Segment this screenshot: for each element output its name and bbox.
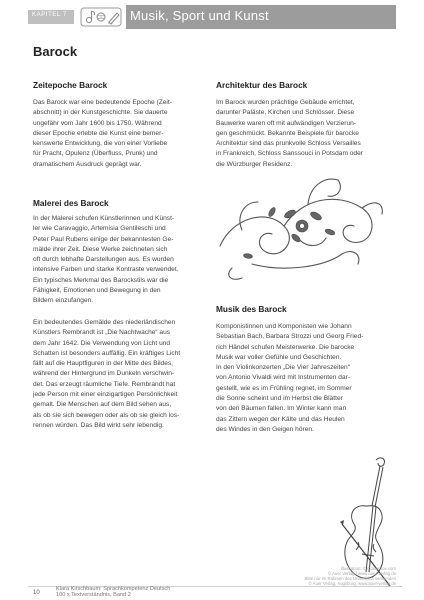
text-line: Musik war voller Gefühle und Geschichten.	[216, 353, 342, 361]
text-line: Das Barock war eine bedeutende Epoche (Zeit-	[33, 99, 172, 106]
text-line: während der Hintergrund im Dunkeln verschwin-	[33, 370, 175, 378]
text-line: Bauwerke waren oft mit aufwändigen Verzierun-	[216, 119, 357, 127]
text-line: Fähigkeit, Emotionen und Bewegung in den	[33, 287, 161, 295]
section-heading-musik: Musik des Barock	[216, 304, 287, 314]
chapter-label: KAPITEL 7	[32, 12, 67, 18]
text-line: Ein typisches Merkmal des Barockstils war die	[33, 276, 169, 284]
text-line: für Pracht, Opulenz (Überfluss, Prunk) und	[33, 150, 158, 158]
text-line: gemalt. Die Menschen auf dem Bild sehen aus,	[33, 401, 172, 409]
footer-book-title: 100 x Textverständnis, Band 2	[56, 592, 131, 598]
text-line: rich Händel schufen Meisterwerke. Die barocke	[216, 343, 355, 351]
text-line: In den Violinkonzerten „Die Vier Jahreszeiten“	[216, 364, 350, 372]
text-line: intensive Farben und starke Kontraste verwendet.	[33, 266, 179, 274]
paragraph-zeitepoche	[33, 98, 172, 170]
footer-credit-line: Illustration: © Colourbox.com	[340, 566, 396, 571]
text-line: Im Barock wurden prächtige Gebäude errichtet,	[216, 99, 355, 106]
header-title: Musik, Sport und Kunst	[130, 8, 269, 23]
text-line: gestellt, wie es im Frühling regnet, im Sommer	[216, 384, 352, 392]
text-line: dramatischem Ausdruck geprägt war.	[33, 160, 142, 168]
section-heading-architektur: Architektur des Barock	[216, 80, 308, 90]
text-line: kenswerte Entwicklung, die von einer Vorliebe	[33, 140, 168, 148]
text-line: ungefähr vom Jahr 1600 bis 1750. Während	[33, 119, 162, 127]
page-number: 10	[33, 590, 40, 596]
text-line: von den Bäumen fallen. Im Winter kann man	[216, 405, 347, 413]
musik-sport-kunst-icon	[80, 6, 122, 28]
text-line: dieser Epoche erlebte die Kunst eine bemer-	[33, 129, 164, 137]
text-line: mälde ihrer Zeit. Diese Werke zeichneten sich	[33, 245, 168, 253]
text-line: ler wie Caravaggio, Artemisia Gentileschi und	[33, 225, 166, 233]
text-line: die Sonne scheint und im Herbst die Blätter	[216, 395, 343, 403]
text-line: das Zittern wegen der Kälte und das Heulen	[216, 415, 345, 423]
text-line: die Würzburger Residenz.	[216, 160, 293, 168]
paragraph-nachtwache	[33, 318, 180, 431]
text-line: von Antonio Vivaldi wird mit Instrumenten dar-	[216, 374, 351, 382]
footer-credit-line: © Auer Verlag, Augsburg, www.auer-verlag.de	[308, 581, 396, 586]
text-line: rennen würden. Das Bild wirkt sehr lebendig.	[33, 421, 164, 429]
text-line: in Frankreich, Schloss Sanssouci in Potsdam oder	[216, 150, 363, 158]
footer-credit-line: © Auer Verlag / www.auer-verlag.de	[327, 571, 396, 576]
paragraph-architektur	[216, 98, 363, 170]
text-line: Komponistinnen und Komponisten wie Johann	[216, 323, 352, 330]
text-line: abschnitt) in der Kunstgeschichte. Sie dauerte	[33, 109, 168, 117]
text-line: Bildern einzufangen.	[33, 297, 94, 305]
text-line: als ob sie sich bewegen oder als ob sie gleich los-	[33, 411, 180, 419]
text-line: In der Malerei schufen Künstlerinnen und Künst-	[33, 215, 175, 222]
paragraph-musik	[216, 322, 363, 435]
text-line: Ein bedeutendes Gemälde des niederländischen	[33, 319, 176, 326]
text-line: Sebastian Bach, Barbara Strozzi und Georg Fried-	[216, 333, 364, 341]
text-line: darunter Paläste, Kirchen und Schlösser. Diese	[216, 109, 355, 117]
page-title: Barock	[33, 44, 78, 59]
section-heading-zeitepoche: Zeitepoche Barock	[33, 80, 108, 90]
text-line: gen geschmückt. Bekannte Beispiele für barocke	[216, 129, 359, 137]
text-line: des Windes in den Geigen hören.	[216, 425, 314, 433]
text-line: oft durch lebhafte Darstellungen aus. Es wurden	[33, 256, 174, 264]
footer-author-line: Klara Kirschbaum: Sprachkompetenz Deutsch	[56, 586, 171, 592]
paragraph-malerei	[33, 214, 179, 307]
text-line: Künstlers Rembrandt ist „Die Nachtwache“ aus	[33, 329, 171, 337]
text-line: fällt auf die Hauptfiguren in der Mitte des Bildes,	[33, 360, 174, 368]
page-header	[0, 0, 424, 32]
text-line: dem Jahr 1642. Die Verwendung von Licht und	[33, 339, 171, 347]
text-line: Peter Paul Rubens einige der bekanntesten Ge-	[33, 235, 174, 243]
baroque-ornament-illustration	[212, 168, 390, 286]
text-line: jede Person mit einer einzigartigen Persönlichkeit	[33, 391, 178, 399]
text-line: Schatten ist besonders auffällig. Ein kräftiges Licht	[33, 349, 181, 357]
footer-credit-line: Bitte nur im Rahmen des Unterrichts verwenden	[304, 576, 396, 581]
text-line: det. Das erzeugt räumliche Tiefe. Rembrandt hat	[33, 380, 176, 388]
section-heading-malerei: Malerei des Barock	[33, 198, 109, 208]
text-line: Architektur sind das prunkvolle Schloss Versailles	[216, 140, 361, 148]
